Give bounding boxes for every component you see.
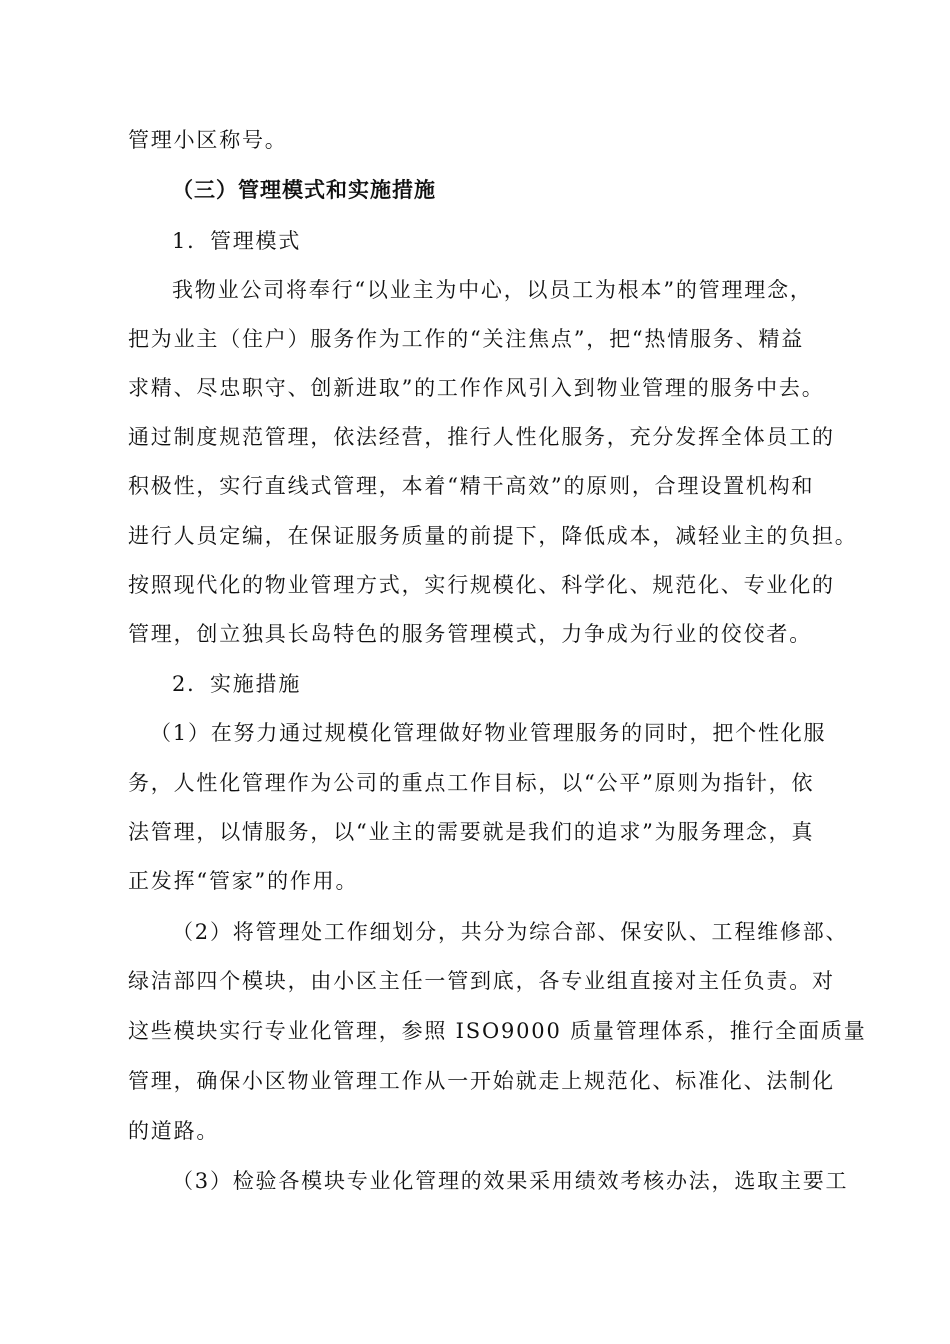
paragraph-line: 通过制度规范管理，依法经营，推行人性化服务，充分发挥全体员工的 [128, 425, 835, 449]
paragraph-line: （1）在努力通过规模化管理做好物业管理服务的同时，把个性化服 [150, 721, 827, 745]
paragraph-line: 把为业主（住户）服务作为工作的“关注焦点”，把“热情服务、精益 [128, 327, 805, 351]
paragraph-line: 的道路。 [128, 1119, 220, 1143]
subsection-heading: 2．实施措施 [172, 672, 302, 696]
paragraph-line: 求精、尽忠职守、创新进取”的工作作风引入到物业管理的服务中去。 [128, 376, 825, 400]
paragraph-line: 按照现代化的物业管理方式，实行规模化、科学化、规范化、专业化的 [128, 573, 835, 597]
paragraph-line: 进行人员定编，在保证服务质量的前提下，降低成本，减轻业主的负担。 [128, 524, 858, 548]
paragraph-line: 法管理，以情服务，以“业主的需要就是我们的追求”为服务理念，真 [128, 820, 815, 844]
paragraph-line: 务，人性化管理作为公司的重点工作目标，以“公平”原则为指针，依 [128, 771, 815, 795]
paragraph-line: 管理，创立独具长岛特色的服务管理模式，力争成为行业的佼佼者。 [128, 622, 812, 646]
paragraph-line: 绿洁部四个模块，由小区主任一管到底，各专业组直接对主任负责。对 [128, 969, 835, 993]
paragraph-line: 正发挥“管家”的作用。 [128, 869, 359, 893]
paragraph-line: 管理，确保小区物业管理工作从一开始就走上规范化、标准化、法制化 [128, 1069, 835, 1093]
section-heading: （三）管理模式和实施措施 [172, 178, 436, 202]
paragraph-line: 积极性，实行直线式管理，本着“精干高效”的原则，合理设置机构和 [128, 474, 815, 498]
paragraph-line: （2）将管理处工作细划分，共分为综合部、保安队、工程维修部、 [172, 920, 849, 944]
paragraph-line: 管理小区称号。 [128, 128, 288, 152]
paragraph-line: 这些模块实行专业化管理，参照 ISO9000 质量管理体系，推行全面质量 [128, 1019, 867, 1043]
paragraph-line: 我物业公司将奉行“以业主为中心，以员工为根本”的管理理念， [172, 278, 813, 302]
subsection-heading: 1．管理模式 [172, 229, 302, 253]
paragraph-line: （3）检验各模块专业化管理的效果采用绩效考核办法，选取主要工 [172, 1169, 849, 1193]
